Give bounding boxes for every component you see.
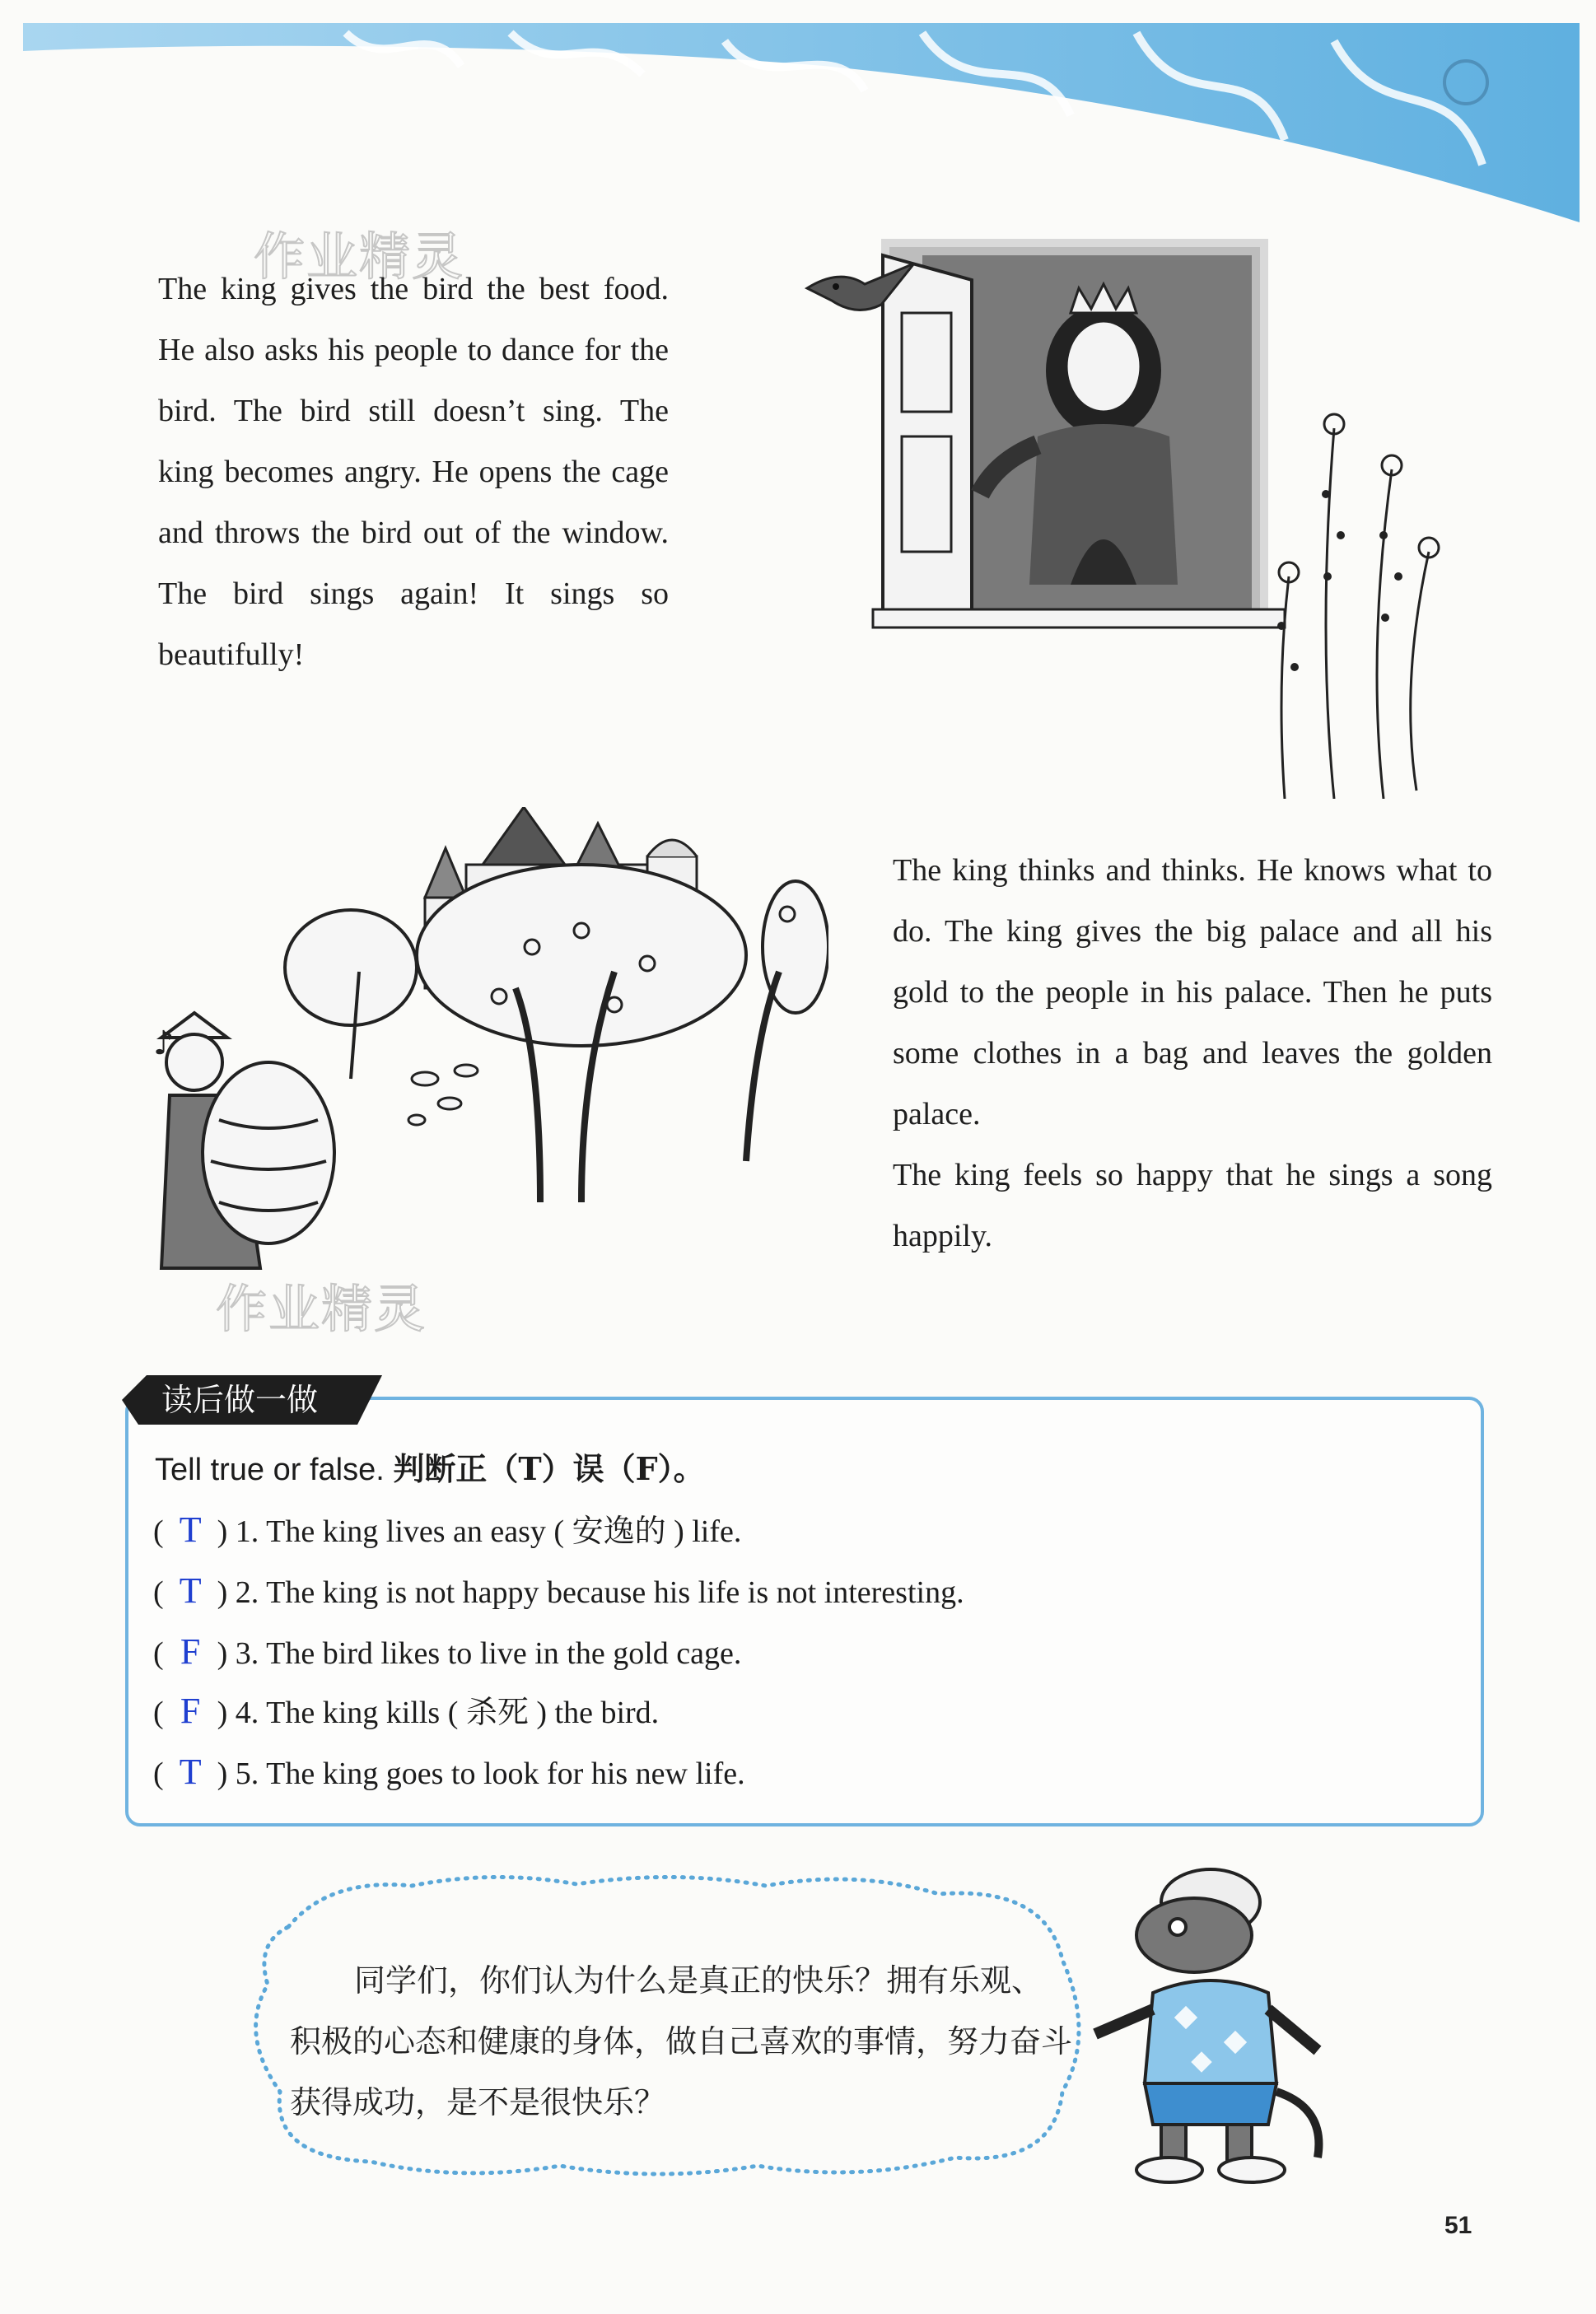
- answer-1: T: [179, 1509, 202, 1550]
- palace-king-leaving-illustration: [153, 807, 828, 1318]
- answer-3: F: [180, 1631, 201, 1672]
- question-3-text: ) 3. The bird likes to live in the gold cage.: [217, 1636, 742, 1671]
- question-row-4: ( F ) 4. The king kills ( 杀死 ) the bird.: [153, 1688, 659, 1736]
- question-4-text: ) 4. The king kills ( 杀死 ) the bird.: [217, 1696, 660, 1730]
- question-row-1: ( T ) 1. The king lives an easy ( 安逸的 ) life.: [153, 1507, 741, 1555]
- watermark-text: 作业精灵: [216, 1279, 427, 1339]
- exercise-instruction: [155, 1446, 705, 1493]
- watermark-text: 作业精灵: [254, 226, 465, 287]
- story-paragraph-1: The king gives the bird the best food. He also asks his people to dance for the bird. The bird still doesn’t sing. The king becomes angry. He opens the cage and throws the bird out of the window. The bird sings again! It sings so beautifully!: [158, 272, 669, 672]
- question-5-text: ) 5. The king goes to look for his new life.: [217, 1756, 745, 1791]
- story-paragraph-2: The king thinks and thinks. He knows what to do. The king gives the big palace and all his gold to the people in his palace. Then he puts some clothes in a bag and leaves the golden palace. The king feels so happy that he sings a song happily.: [893, 840, 1492, 1267]
- page-number: 51: [1444, 2212, 1472, 2239]
- king-window-illustration: [791, 222, 1466, 799]
- answer-5: T: [179, 1752, 202, 1792]
- instruction-english: Tell true or false.: [155, 1453, 385, 1487]
- mascot-illustration: [1079, 1845, 1342, 2190]
- question-1-text: ) 1. The king lives an easy ( 安逸的 ) life.: [217, 1514, 742, 1549]
- svg-text:♪: ♪: [153, 1024, 175, 1062]
- question-row-5: ( T ) 5. The king goes to look for his new life.: [153, 1749, 745, 1797]
- tip-text: 同学们，你们认为什么是真正的快乐？拥有乐观、积极的心态和健康的身体，做自己喜欢的事情，努力奋斗获得成功，是不是很快乐？: [290, 1962, 1073, 2120]
- exercise-tab-label: 读后做一做: [161, 1382, 319, 1418]
- top-banner-decoration: [0, 0, 1596, 239]
- question-row-3: ( F ) 3. The bird likes to live in the gold cage.: [153, 1629, 741, 1677]
- question-row-2: ( T ) 2. The king is not happy because his life is not interesting.: [153, 1568, 964, 1616]
- story-paragraph-3: The king feels so happy that he sings a song happily.: [893, 1158, 1492, 1253]
- question-2-text: ) 2. The king is not happy because his life is not interesting.: [217, 1575, 964, 1610]
- answer-2: T: [179, 1570, 202, 1611]
- answer-4: F: [180, 1691, 201, 1731]
- instruction-chinese: 判断正（T）误（F）。: [393, 1450, 705, 1487]
